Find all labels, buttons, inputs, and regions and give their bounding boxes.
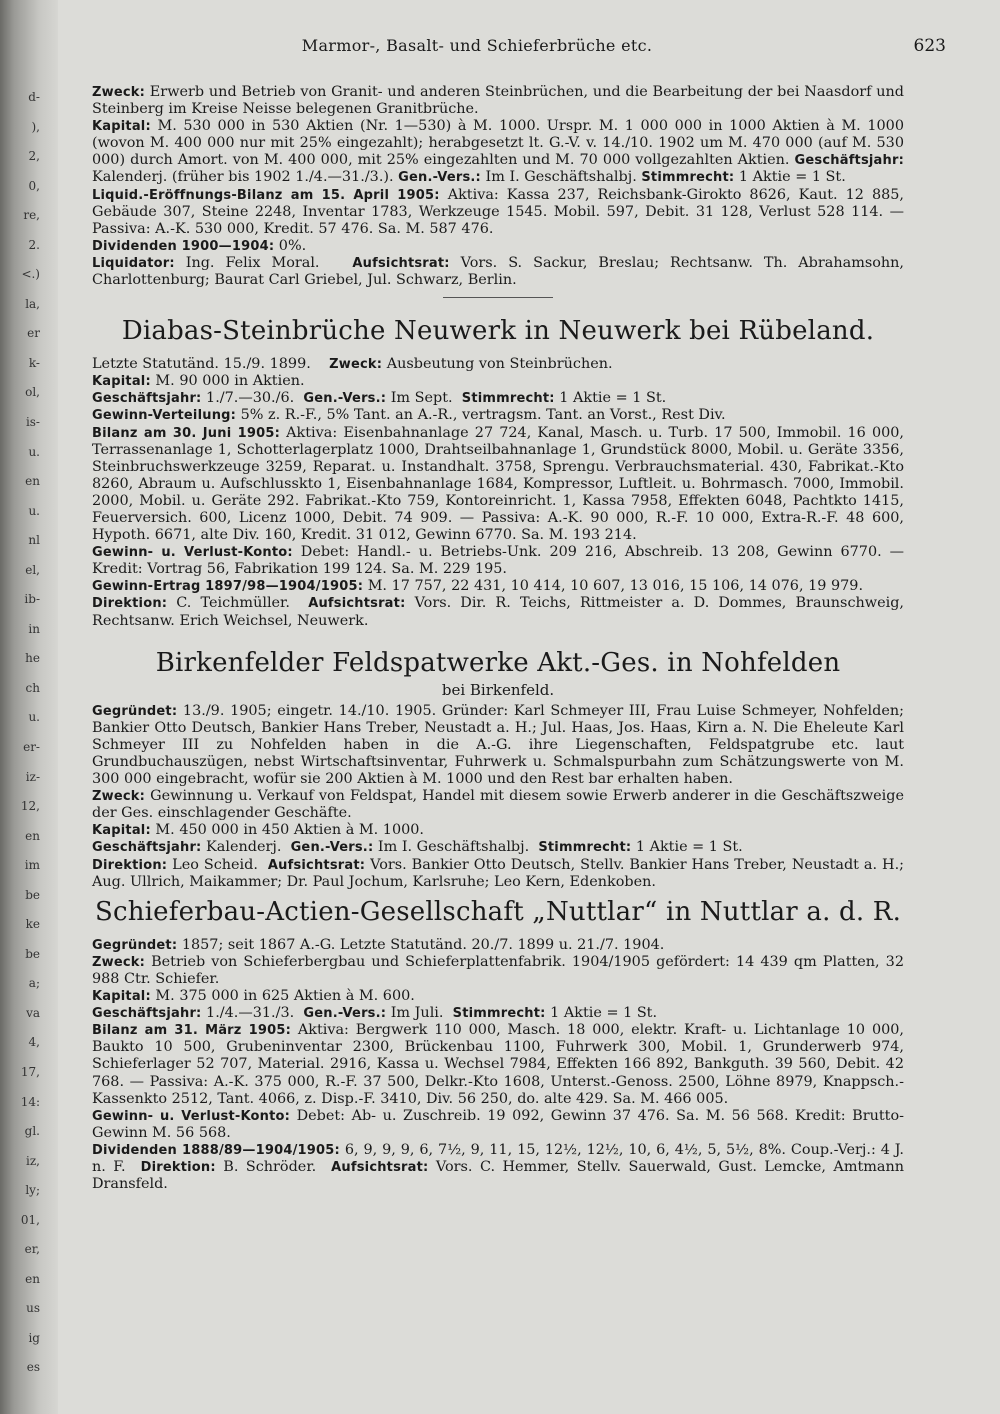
- gutter-fragment: er,: [24, 1242, 40, 1257]
- entry-text: Zweck: Betrieb von Schieferbergbau und Schieferplattenfabrik. 1904/1905 gefördert: 14 439 qm Platten, 32 988 Ctr. Schiefer.: [92, 953, 904, 987]
- entry-text: Geschäftsjahr: 1./7.—30./6. Gen.-Vers.: Im Sept. Stimmrecht: 1 Aktie = 1 St.: [92, 390, 667, 407]
- page-number: 623: [913, 36, 946, 56]
- entry-text: Letzte Statutänd. 15./9. 1899. Zweck: Ausbeutung von Steinbrüchen.: [92, 356, 613, 373]
- entry-text: Kapital: M. 530 000 in 530 Aktien (Nr. 1—530) à M. 1000. Urspr. M. 1 000 000 in 1000 Aktien à M. 1000 (wovon M. 400 000 nur mit 25% eingezahlt); herabgesetzt lt. G.-V. v. 14./10. 1902 um M. 470 000 (auf M. 530 000) durch Amort. von M. 400 000, mit 25% eingezahlten und M. 70 000 vollgezahlten Aktien. Geschäftsjahr: Kalenderj. (früher bis 1902 1./4.—31./3.). Gen.-Vers.: Im I. Geschäftshalbj. Stimmrecht: 1 Aktie = 1 St.: [92, 118, 904, 186]
- gutter-fragment: nl: [28, 533, 40, 548]
- gutter-fragment: en: [25, 828, 40, 843]
- gutter-fragment: iz,: [26, 1153, 40, 1168]
- gutter-fragment: 14:: [20, 1094, 40, 1109]
- entry-heading: Schieferbau-Actien-Gesellschaft „Nuttlar“ in Nuttlar a. d. R.: [94, 896, 902, 927]
- gutter-fragment: 17,: [20, 1065, 40, 1079]
- entry-birkenfelder: [92, 648, 904, 891]
- gutter-fragment: be: [25, 946, 40, 961]
- gutter-fragment: 4,: [28, 1035, 40, 1050]
- gutter-fragment: u.: [28, 503, 40, 518]
- gutter-fragment: im: [24, 858, 40, 873]
- entry-text: Gewinn-Ertrag 1897/98—1904/1905: M. 17 757, 22 431, 10 414, 10 607, 13 016, 15 106, 14 076, 19 979.: [92, 578, 864, 595]
- gutter-fragment: 01,: [20, 1212, 40, 1227]
- entry-text: Zweck: Gewinnung u. Verkauf von Feldspat, Handel mit diesem sowie Erwerb anderer in die Geschäftszweige der Ges. einschlagender Geschäfte.: [92, 788, 904, 822]
- gutter-fragment: ),: [31, 119, 40, 134]
- gutter-fragment: us: [26, 1301, 40, 1316]
- entry-text: Geschäftsjahr: Kalenderj. Gen.-Vers.: Im I. Geschäftshalbj. Stimmrecht: 1 Aktie = 1 St.: [92, 839, 743, 856]
- gutter-fragment: en: [25, 474, 40, 489]
- entry-diabas: [92, 316, 904, 630]
- entry-text: Kapital: M. 375 000 in 625 Aktien à M. 600.: [92, 988, 415, 1005]
- gutter-fragment: be: [25, 887, 40, 902]
- entry-text: Gewinn- u. Verlust-Konto: Debet: Handl.- u. Betriebs-Unk. 209 216, Abschreib. 13 208, Gewinn 6770. — Kredit: Vortrag 56, Fabrikation 199 124. Sa. M. 229 195.: [92, 544, 904, 578]
- entry-text: Zweck: Erwerb und Betrieb von Granit- und anderen Steinbrüchen, und die Bearbeitung der bei Naasdorf und Steinberg im Kreise Neisse belegenen Granitbrüche.: [92, 84, 904, 118]
- gutter-fragment: 2.: [28, 237, 40, 252]
- gutter-fragment: is-: [25, 415, 40, 429]
- entry-text: Geschäftsjahr: 1./4.—31./3. Gen.-Vers.: Im Juli. Stimmrecht: 1 Aktie = 1 St.: [92, 1005, 658, 1022]
- entry-text: Bilanz am 31. März 1905: Aktiva: Bergwerk 110 000, Masch. 18 000, elektr. Kraft- u. Lichtanlage 10 000, Baukto 10 500, Grubeninventar 2300, Brückenbau 1100, Fuhrwerk 300, Mobil. 1, Grunderwerb 974, Schieferlager 52 707, Material. 2916, Kassa u. Wechsel 7984, Effekten 166 892, Bankguth. 39 560, Debit. 42 768. — Passiva: A.-K. 375 000, R.-F. 37 500, Delkr.-Kto 1608, Unterst.-Genoss. 2500, Löhne 8979, Knappsch.-Kassenkto 2512, Tant. 4066, z. Disp.-F. 3410, Div. 56 250, do. alte 429. Sa. M. 466 005.: [92, 1022, 904, 1107]
- gutter-fragment: ig: [28, 1330, 40, 1345]
- gutter-fragment: u.: [28, 444, 40, 459]
- gutter-fragment: a;: [28, 976, 40, 991]
- gutter-fragment: ch: [25, 680, 40, 695]
- entry-text: Bilanz am 30. Juni 1905: Aktiva: Eisenbahnanlage 27 724, Kanal, Masch. u. Turb. 17 500, Immobil. 16 000, Terrassenanlage 1, Schotterlagerplatz 1000, Drahtseilbahnanlage 1, Grundstück 8000, Mobil. u. Geräte 3356, Steinbruchswerkzeuge 3259, Reparat. u. Instandhalt. 3758, Sprengu. Verbrauchsmaterial. 430, Fabrikat.-Kto 8260, Abraum u. Aufschlusskto 1, Eisenbahnanlage 1684, Kompressor, Luftleit. u. Bohrmasch. 7000, Immobil. 2000, Mobil. u. Geräte 292. Fabrikat.-Kto 759, Kontoreinricht. 1, Kassa 7958, Effekten 6048, Pachtkto 1415, Feuerversich. 600, Licenz 1000, Debit. 74 909. — Passiva: A.-K. 90 000, R.-F. 10 000, Extra-R.-F. 48 600, Hypoth. 6671, alte Div. 160, Kredit. 31 012, Gewinn 6770. Sa. M. 193 214.: [92, 424, 904, 544]
- entry-subheading: bei Birkenfeld.: [441, 680, 555, 699]
- gutter-fragment: <.): [21, 267, 40, 282]
- gutter-fragment: re,: [23, 208, 40, 223]
- gutter-fragment: he: [25, 651, 40, 666]
- gutter-fragment: u.: [28, 710, 40, 725]
- gutter-fragment: va: [26, 1005, 40, 1020]
- page: [62, 0, 982, 1414]
- gutter-fragment: el,: [25, 562, 40, 577]
- entry-text: Kapital: M. 90 000 in Aktien.: [92, 373, 305, 390]
- binding-gutter: [0, 0, 58, 1414]
- gutter-fragment: iz-: [25, 769, 40, 784]
- entry-text: Dividenden 1900—1904: 0%.: [92, 237, 307, 254]
- gutter-fragment: 0,: [28, 178, 40, 193]
- gutter-fragment: ly;: [25, 1183, 40, 1198]
- entry-text: Direktion: C. Teichmüller. Aufsichtsrat: Vors. Dir. R. Teichs, Rittmeister a. D. Dommes, Braunschweig, Rechtsanw. Erich Weichsel, Neuwerk.: [92, 595, 904, 629]
- gutter-fragment: gl.: [24, 1124, 40, 1139]
- entry-text: Gegründet: 1857; seit 1867 A.-G. Letzte Statutänd. 20./7. 1899 u. 21./7. 1904.: [92, 936, 665, 953]
- entry-text: Kapital: M. 450 000 in 450 Aktien à M. 1000.: [92, 822, 424, 839]
- gutter-fragment: 2,: [28, 149, 40, 164]
- running-head: Marmor-, Basalt- und Schieferbrüche etc.: [301, 36, 653, 55]
- gutter-fragment: in: [28, 621, 40, 636]
- entry-heading: Birkenfelder Feldspatwerke Akt.-Ges. in Nohfelden: [155, 647, 841, 678]
- gutter-fragment: la,: [25, 296, 40, 311]
- gutter-fragment: d-: [28, 90, 40, 104]
- content: [92, 84, 904, 1193]
- gutter-fragment: 12,: [20, 799, 40, 814]
- entry-text: Liquid.-Eröffnungs-Bilanz am 15. April 1905: Aktiva: Kassa 237, Reichsbank-Girokto 8626, Kaut. 12 885, Gebäude 307, Steine 2248, Inventar 1783, Werkzeuge 1545. Mobil. 597, Debit. 31 128, Verlust 528 114. — Passiva: A.-K. 530 000, Kredit. 57 476. Sa. M. 587 476.: [92, 186, 904, 237]
- entry-heading: Diabas-Steinbrüche Neuwerk in Neuwerk bei Rübeland.: [121, 316, 875, 347]
- entry-granite-quarry: [92, 84, 904, 298]
- entry-text: Dividenden 1888/89—1904/1905: 6, 9, 9, 9, 6, 7½, 9, 11, 15, 12½, 12½, 10, 6, 4½, 5, 5½, 8%. Coup.-Verj.: 4 J. n. F. Direktion: B. Schröder. Aufsichtsrat: Vors. C. Hemmer, Stellv. Sauerwald, Gust. Lemcke, Amtmann Dransfeld.: [92, 1141, 905, 1193]
- entry-text: Direktion: Leo Scheid. Aufsichtsrat: Vors. Bankier Otto Deutsch, Stellv. Bankier Hans Treber, Neustadt a. H.; Aug. Ullrich, Maikammer; Dr. Paul Jochum, Karlsruhe; Leo Kern, Edenkoben.: [92, 856, 905, 890]
- gutter-fragment: ib-: [24, 592, 40, 607]
- section-divider: [443, 297, 553, 298]
- gutter-fragment: es: [26, 1360, 40, 1375]
- entry-text: Gewinn-Verteilung: 5% z. R.-F., 5% Tant. an A.-R., vertragsm. Tant. an Vorst., Rest Div.: [92, 407, 726, 424]
- entry-text: Gegründet: 13./9. 1905; eingetr. 14./10. 1905. Gründer: Karl Schmeyer III, Frau Luise Schmeyer, Nohfelden; Bankier Otto Deutsch, Bankier Hans Treber, Neustadt a. H.; Jul. Haas, Jos. Haas, Kirn a. N. Die Eheleute Karl Schmeyer III zu Nohfelden haben in die A.-G. ihre Liegenschaften, Feldspatgrube etc. laut Grundbuchauszügen, nebst Wirtschaftsinventar, Fuhrwerk u. Schmalspurbahn zum Schätzungswerte von M. 300 000 eingebracht, wofür sie 200 Aktien à M. 1000 und den Rest bar erhalten haben.: [92, 702, 904, 788]
- gutter-fragment: en: [25, 1271, 40, 1286]
- entry-text: Liquidator: Ing. Felix Moral. Aufsichtsrat: Vors. S. Sackur, Breslau; Rechtsanw. Th. Abrahamsohn, Charlottenburg; Baurat Carl Griebel, Jul. Schwarz, Berlin.: [92, 254, 905, 289]
- gutter-fragment: ol,: [25, 385, 40, 400]
- entry-text: Gewinn- u. Verlust-Konto: Debet: Ab- u. Zuschreib. 19 092, Gewinn 37 476. Sa. M. 56 568. Kredit: Brutto-Gewinn M. 56 568.: [92, 1107, 904, 1141]
- gutter-fragment: k-: [28, 355, 40, 370]
- gutter-fragment: er: [27, 326, 40, 341]
- entry-nuttlar: [92, 897, 904, 1193]
- gutter-fragment: er-: [23, 740, 40, 754]
- gutter-fragment: ke: [25, 917, 40, 932]
